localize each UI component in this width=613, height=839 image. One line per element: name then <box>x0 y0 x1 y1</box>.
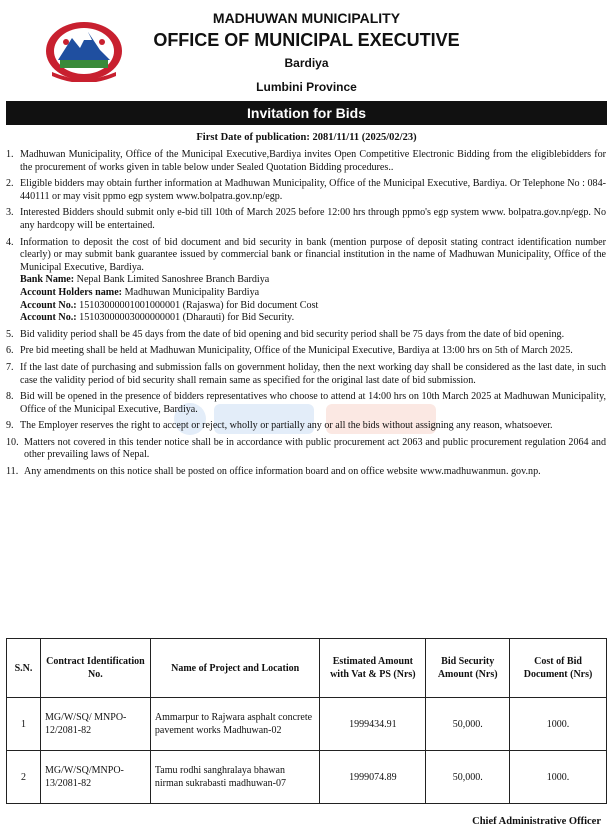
list-item: 2. Eligible bidders may obtain further information at Madhuwan Municipality, Office of the Municipal Executive, Bardiya. Or Telephone No : 084-440111 or may visit ppmo egp system www.bolpatra.gov.np/egp. <box>6 178 606 202</box>
district-name: Bardiya <box>284 56 329 70</box>
signatory: Chief Administrative Officer <box>472 816 601 827</box>
table-row: 1 MG/W/SQ/ MNPO-12/2081-82 Ammarpur to Rajwara asphalt concrete pavement works Madhuwan-02 1999434.91 50,000. 1000. <box>7 698 607 751</box>
list-item: 11. Any amendments on this notice shall be posted on office information board and on office website www.madhuwanmun. gov.np. <box>6 466 541 478</box>
col-header: Contract Identification No. <box>40 639 150 698</box>
list-item: 4. Information to deposit the cost of bid document and bid security in bank (mention purpose of deposit stating contract identification number clearly) or may submit bank guarantee issued by commercial bank or financial institution in the name of Madhuwan Municipality, Office of the Municipal Executive, Bardiya. Bank Name: Nepal Bank Limited Sanoshree Branch Bardiya Account Holders name: Madhuwan Municipality Bardiya Account No.: 15103000001001000001 (Rajaswa) for Bid document Cost Account No.: 15103000003000000001 (Dharauti) for Bid Security. <box>6 236 606 324</box>
province-name: Lumbini Province <box>256 80 357 94</box>
col-header: Bid Security Amount (Nrs) <box>426 639 510 698</box>
list-item: 8. Bid will be opened in the presence of bidders representatives who choose to attend at 14:00 hrs on 10th March 2025 at Madhuwan Municipality, Office of the Municipal Executive, Bardiya. <box>6 391 606 415</box>
list-item: 10. Matters not covered in this tender notice shall be in accordance with public procurement act 2063 and public procurement regulation 2064 and other prevailing laws of Nepal. <box>6 436 606 461</box>
list-item: 1. Madhuwan Municipality, Office of the Municipal Executive,Bardiya invites Open Competitive Electronic Bidding from the eligiblebidders for the procurement of works given in table below under Sealed Quotation Bidding procedures.. <box>6 149 606 173</box>
title-banner: Invitation for Bids <box>6 101 607 125</box>
col-header: Estimated Amount with Vat & PS (Nrs) <box>320 639 426 698</box>
bids-table <box>6 638 607 804</box>
office-name: OFFICE OF MUNICIPAL EXECUTIVE <box>153 30 460 50</box>
document-header <box>0 0 613 100</box>
table-row: 2 MG/W/SQ/MNPO-13/2081-82 Tamu rodhi sanghralaya bhawan nirman sukrabasti madhuwan-07 1999074.89 50,000. 1000. <box>7 751 607 804</box>
col-header: S.N. <box>7 639 41 698</box>
list-item: 3. Interested Bidders should submit only e-bid till 10th of March 2025 before 12:00 hrs through ppmo's egp system www. bolpatra.gov.np/egp. No any hardcopy will be entertained. <box>6 207 606 231</box>
list-item: 6. Pre bid meeting shall be held at Madhuwan Municipality, Office of the Municipal Executive, Bardiya at 13:00 hrs on 5th of March 2025. <box>6 345 573 357</box>
col-header: Name of Project and Location <box>150 639 320 698</box>
bank-details: Bank Name: Nepal Bank Limited Sanoshree Branch Bardiya Account Holders name: Madhuwan Municipality Bardiya Account No.: 15103000001001000001 (Rajaswa) for Bid document Cost Account No.: 15103000003000000001 (Dharauti) for Bid Security. <box>20 274 319 324</box>
col-header: Cost of Bid Document (Nrs) <box>510 639 607 698</box>
municipality-name: MADHUWAN MUNICIPALITY <box>212 10 401 26</box>
list-item: 7. If the last date of purchasing and submission falls on government holiday, then the next working day shall be considered as the last date, in such case the validity period of bid security shall remain same as specified for the original last date of bid submission. <box>6 361 606 386</box>
list-item: 5. Bid validity period shall be 45 days from the date of bid opening and bid security period shall be 75 days from the date of bid opening. <box>6 328 565 340</box>
publication-date: First Date of publication: 2081/11/11 (2025/02/23) <box>196 132 417 143</box>
notice-items <box>6 149 606 483</box>
list-item: 9. The Employer reserves the right to accept or reject, wholly or partially any or all the bids without assigning any reason, whatsoever. <box>6 420 553 432</box>
table-header-row <box>7 639 607 698</box>
